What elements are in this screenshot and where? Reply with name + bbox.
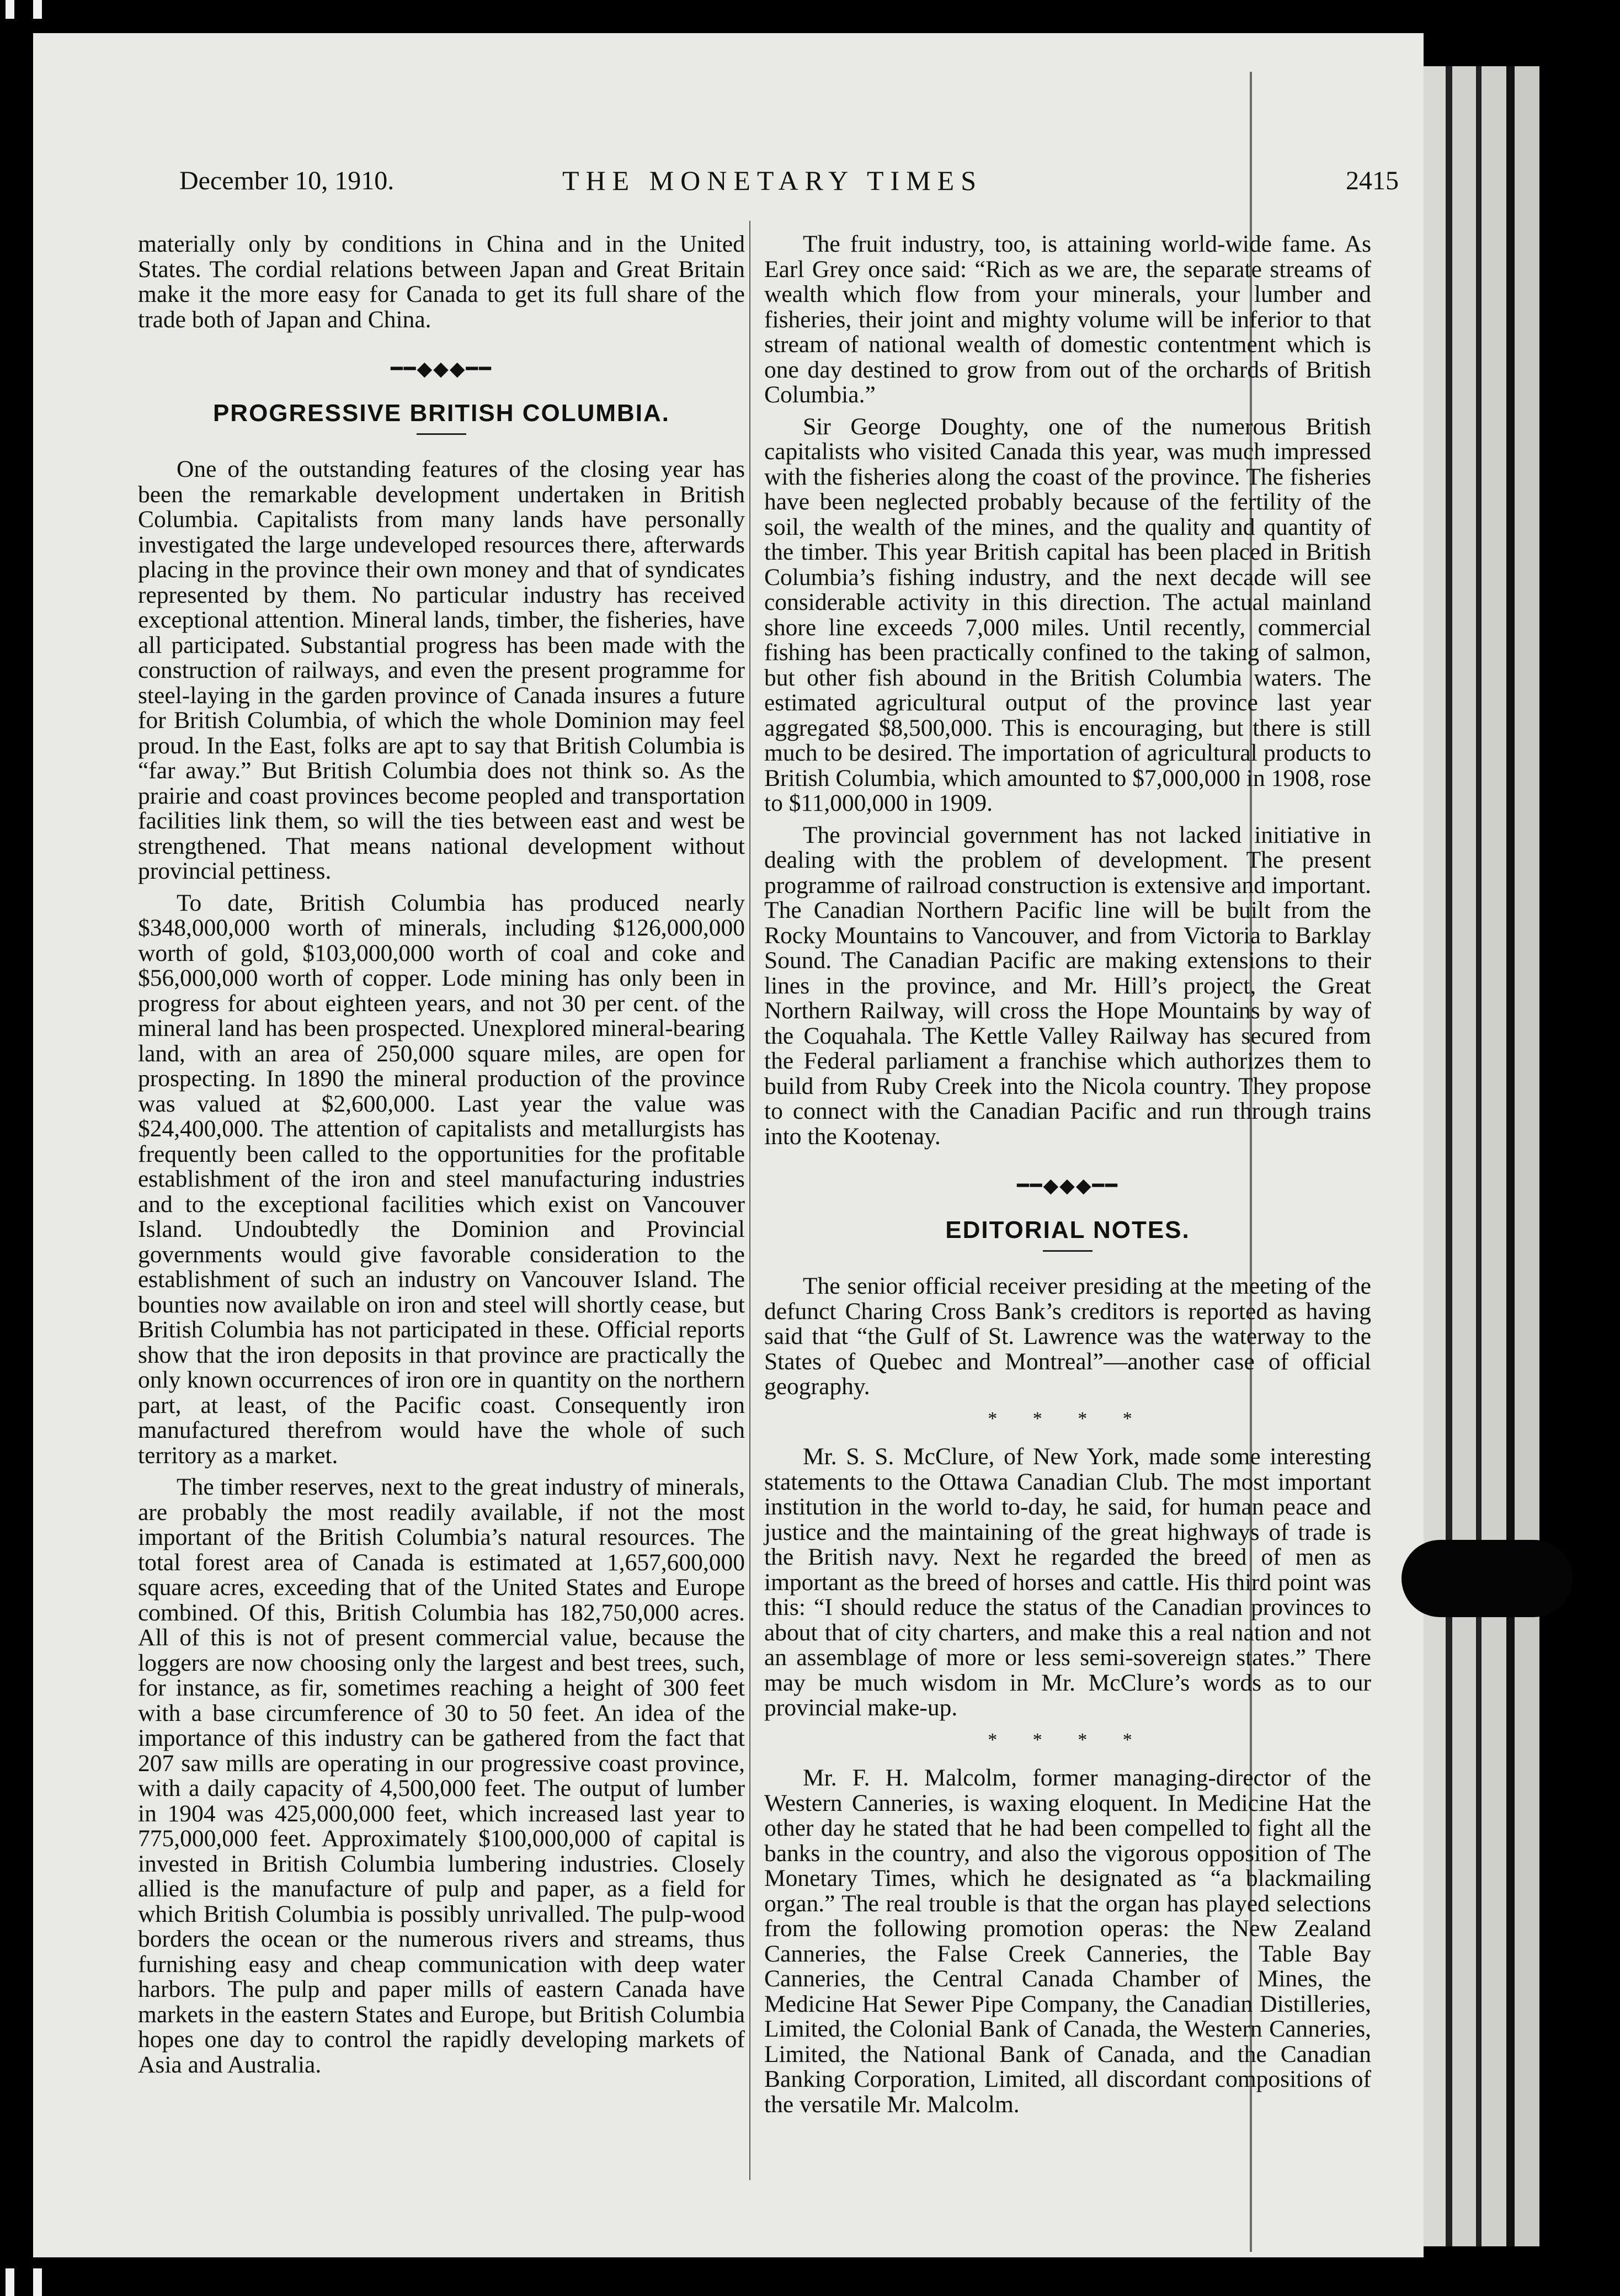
article-paragraph: To date, British Columbia has produced nearly $348,000,000 worth of minerals, including $126,000,000 worth of gold, $103,000,000 worth of coal and coke and $56,000,000 worth of copper. Lode mining has only been in progress for about eighteen years, and not 30 per cent. of the mineral land has been prospected. Unexplored mineral-bearing land, with an area of 250,000 square miles, are open for prospecting. In 1890 the mineral production of the province was valued at $2,600,000. Last year the value was $24,400,000. The attention of capitalists and metallurgists has frequently been called to the opportunities for the profitable establishment of the iron and steel manufacturing industries and to the exceptional facilities which exist on Vancouver Island. Undoubtedly the Dominion and Provincial governments would give favorable consideration to the establishment of such an industry on Vancouver Island. The bounties now available on iron and steel will shortly cease, but British Columbia has not participated in these. Official reports show that the iron deposits in that province are practically the only known occurrences of iron ore in quantity on the northern part, at least, of the Pacific coast. Consequently iron manufactured therefrom would have the whole of such territory as a market. bbox=[138, 889, 745, 1469]
editorial-heading: EDITORIAL NOTES. bbox=[945, 1216, 1190, 1243]
page-header bbox=[146, 149, 1399, 199]
article-paragraph: Sir George Doughty, one of the numerous British capitalists who visited Canada this year, was much impressed with the fisheries along the coast of the province. The fisheries have been neglected probably because of the fertility of the soil, the wealth of the mines, and the quality and quantity of the timber. This year British capital has been placed in British Columbia’s fishing industry, and the next decade will see considerable activity in this direction. The actual mainland shore line exceeds 7,000 miles. Until recently, commercial fishing has been practically confined to the taking of salmon, but other fish abound in the British Columbia waters. The estimated agricultural output of the province last year aggregated $8,500,000. This is encouraging, but there is still much to be desired. The importation of agricultural products to British Columbia, which amounted to $7,000,000 in 1908, rose to $11,000,000 in 1909. bbox=[764, 413, 1371, 816]
section-ornament: ━━◆◆◆━━ bbox=[391, 358, 492, 380]
page-number: 2415 bbox=[1346, 166, 1399, 195]
adjacent-pages-edge bbox=[1424, 66, 1562, 2246]
film-edge-mark bbox=[6, 2268, 14, 2296]
note-separator: * * * * bbox=[988, 1729, 1148, 1750]
article-paragraph: One of the outstanding features of the closing year has been the remarkable development undertaken in British Columbia. Capitalists from many lands have personally investigated the large undeveloped resources there, afterwards placing in the province their own money and that of syndicates represented by them. No particular industry has received exceptional attention. Mineral lands, timber, the fisheries, have all participated. Substantial progress has been made with the construction of railways, and even the present programme for steel-laying in the garden province of Canada insures a future for British Columbia, of which the whole Dominion may feel proud. In the East, folks are apt to say that British Columbia is “far away.” But British Columbia does not think so. As the prairie and coast provinces become peopled and transportation facilities link them, so will the ties between east and west be strengthened. That means national development without provincial pettiness. bbox=[138, 456, 745, 884]
article-paragraph: The provincial government has not lacked initiative in dealing with the problem of development. The present programme of railroad construction is extensive and important. The Canadian Northern Pacific line will be built from the Rocky Mountains to Vancouver, and from Victoria to Barklay Sound. The Canadian Pacific are making extensions to their lines in the province, and Mr. Hill’s project, the Great Northern Railway, will cross the Hope Mountains by way of the Coquahala. The Kettle Valley Railway has secured from the Federal parliament a franchise which authorizes them to build from Ruby Creek into the Nicola country. They propose to connect with the Canadian Pacific and run through trains into the Kootenay. bbox=[764, 821, 1371, 1150]
note-separator: * * * * bbox=[988, 1408, 1148, 1429]
heading-rule bbox=[417, 433, 466, 435]
issue-date: December 10, 1910. bbox=[179, 166, 395, 195]
film-edge-mark bbox=[6, 0, 14, 19]
film-edge-mark bbox=[33, 0, 42, 19]
continued-paragraph: materially only by conditions in China and in the United States. The cordial relations between Japan and Great Britain make it the more easy for Canada to get its full share of the trade both of Japan and China. bbox=[138, 231, 745, 333]
article-paragraph: The fruit industry, too, is attaining world-wide fame. As Earl Grey once said: “Rich as we are, the separate streams of wealth which flow from your minerals, your lumber and fisheries, their joint and mighty volume will be inferior to that stream of national wealth of domestic contentment which is one day destined to grow from out of the orchards of British Columbia.” bbox=[764, 231, 1371, 408]
film-edge-mark bbox=[33, 2268, 42, 2296]
column-rule bbox=[749, 221, 750, 2180]
thumb-shadow bbox=[1401, 1540, 1573, 1617]
right-column bbox=[764, 232, 1371, 2124]
heading-rule bbox=[1043, 1250, 1093, 1252]
editorial-note: Mr. F. H. Malcolm, former managing-director of the Western Canneries, is waxing eloquent. In Medicine Hat the other day he stated that he had been compelled to fight all the banks in the country, and also the vigorous opposition of The Monetary Times, which he designated as “a blackmailing organ.” The real trouble is that the organ has played selections from the following promotion operas: the New Zealand Canneries, the False Creek Canneries, the Table Bay Canneries, the Central Canada Chamber of Mines, the Medicine Hat Sewer Pipe Company, the Canadian Distilleries, Limited, the Colonial Bank of Canada, the Western Canneries, Limited, the National Bank of Canada, and the Canadian Banking Corporation, Limited, all discordant compositions of the versatile Mr. Malcolm. bbox=[764, 1764, 1371, 2118]
section-ornament: ━━◆◆◆━━ bbox=[1017, 1174, 1118, 1197]
newspaper-page bbox=[33, 33, 1424, 2257]
article-heading: PROGRESSIVE BRITISH COLUMBIA. bbox=[212, 399, 670, 427]
publication-title: THE MONETARY TIMES bbox=[562, 165, 983, 196]
article-paragraph: The timber reserves, next to the great industry of minerals, are probably the most readily available, if not the most important of the British Columbia’s natural resources. The total forest area of Canada is estimated at 1,657,600,000 square acres, exceeding that of the United States and Europe combined. Of this, British Columbia has 182,750,000 acres. All of this is not of present commercial value, because the loggers are now choosing only the largest and best trees, such, for instance, as fir, sometimes reaching a height of 300 feet with a base circumference of 30 to 50 feet. An idea of the importance of this industry can be gathered from the fact that 207 saw mills are operating in our progressive coast province, with a daily capacity of 4,500,000 feet. The output of lumber in 1904 was 425,000,000 feet, which increased last year to 775,000,000 feet. Approximately $100,000,000 of capital is invested in British Columbia lumbering industries. Closely allied is the manufacture of pulp and paper, as a field for which British Columbia is possibly unrivalled. The pulp-wood borders the ocean or the numerous rivers and streams, thus furnishing easy and cheap communication with deep water harbors. The pulp and paper mills of eastern Canada have markets in the eastern States and Europe, but British Columbia hopes one day to control the rapidly developing markets of Asia and Australia. bbox=[138, 1474, 745, 2078]
editorial-note: Mr. S. S. McClure, of New York, made some interesting statements to the Ottawa Canadian Club. The most important institution in the world to-day, he said, for human peace and justice and the maintaining of the great highways of trade is the British navy. Next he regarded the breed of men as important as the breed of horses and cattle. His third point was this: “I should reduce the status of the Canadian provinces to about that of city charters, and make this a real nation and not an assemblage of more or less semi-sovereign states.” There may be much wisdom in Mr. McClure’s words as to our provincial make-up. bbox=[764, 1443, 1371, 1721]
editorial-note: The senior official receiver presiding at the meeting of the defunct Charing Cross Bank’s creditors is reported as having said that “the Gulf of St. Lawrence was the waterway to the States of Quebec and Montreal”—another case of official geography. bbox=[764, 1273, 1371, 1400]
left-column bbox=[138, 232, 745, 2084]
